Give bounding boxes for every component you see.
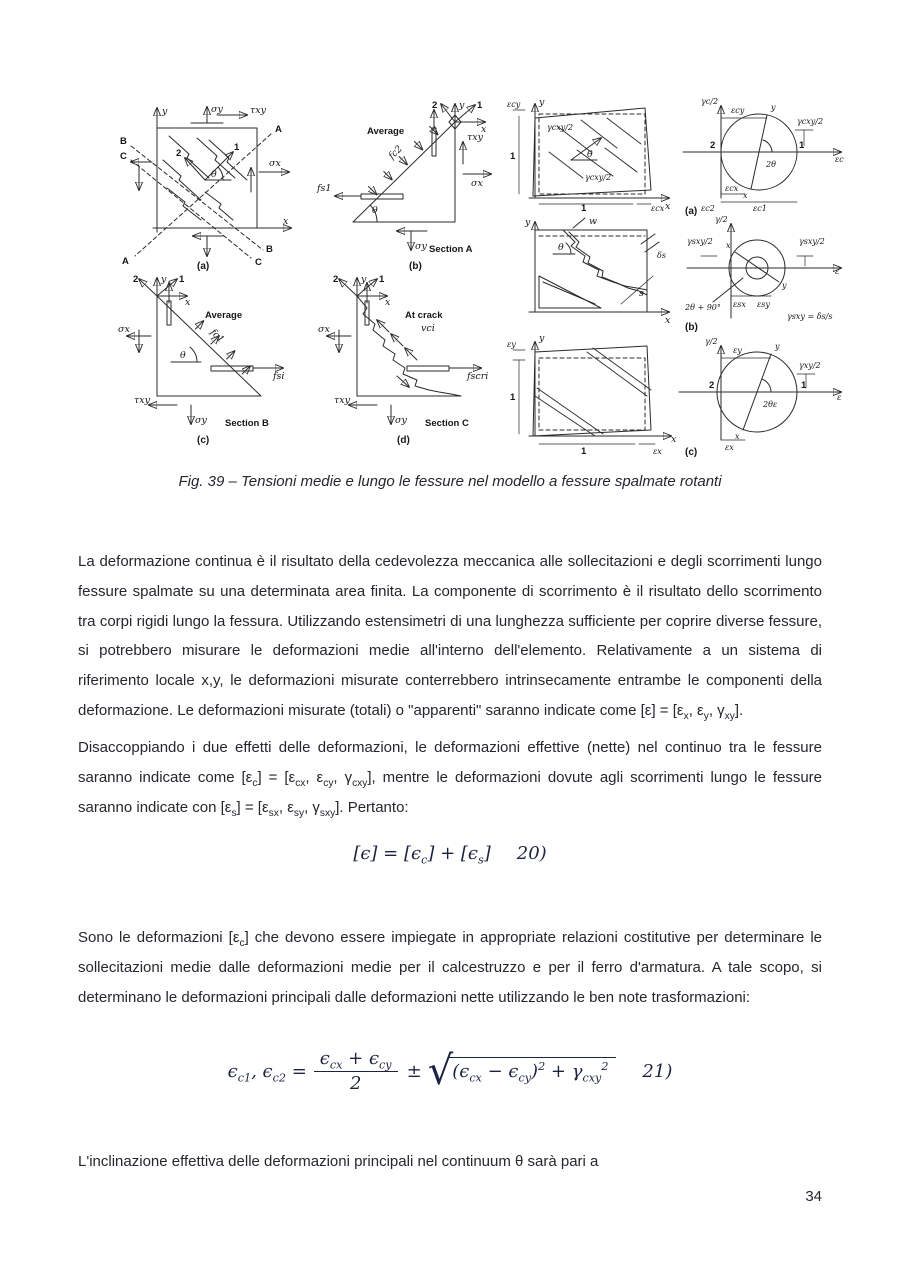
unit-dim-horizontal: 1 — [581, 446, 587, 457]
sigma-x-label: σx — [269, 158, 281, 169]
eq21-fraction — [314, 1048, 398, 1094]
panel-d-tag: (d) — [397, 435, 410, 446]
eps-axis-label: ε — [835, 267, 840, 276]
eq20-body: $[\epsilon] = [\epsilon_c] + [\epsilon_s]$ — [353, 843, 491, 867]
paragraph-2: Disaccoppiando i due effetti delle deformazioni, le deformazioni effettive (nette) nel continuo tra le fessure saranno indicate come $[\varepsilon_c] = [\varepsilon_{cx}$, $\varepsilon_{cy}$, $\gamma_{cxy}$], mentre le deformazioni dovute agli scorrimenti lungo le fessure saranno indicate con $[\varepsilon_s] = [\varepsilon_{sx}$, $\varepsilon_{sy}$, $\gamma_{sxy}$]. Pertanto: — [78, 739, 823, 819]
fc2-label: fc2 — [386, 143, 405, 162]
slip-delta-label: δs — [657, 251, 666, 260]
eps-axis-label: ε — [837, 393, 842, 402]
boundary-stress-arrows — [370, 142, 491, 250]
sigma-y-label: σy — [415, 241, 427, 252]
sigma-y-label: σy — [395, 415, 407, 426]
fig-row-b — [505, 216, 850, 331]
axis-x-label: x — [185, 297, 191, 308]
panel-b-tag: (b) — [409, 261, 422, 272]
row-a-tag: (a) — [685, 206, 698, 217]
section-b-top-label: B — [120, 136, 127, 147]
axis-1-label: 1 — [477, 100, 483, 111]
axis-2-label: 2 — [176, 148, 182, 159]
eps-y-label: εy — [507, 340, 516, 349]
mohr-gamma-label: γcxy/2 — [797, 117, 824, 126]
mohr-eps-x-label: εx — [725, 443, 734, 452]
eq21-denominator: 2 — [314, 1071, 398, 1094]
two-theta-label: 2θε — [763, 400, 778, 409]
axis-y-label: y — [525, 217, 531, 228]
axis-x-label: x — [385, 297, 391, 308]
tau-xy-label: τxy — [467, 132, 483, 143]
fig-row-a — [505, 96, 850, 217]
axis-y-label: y — [361, 274, 367, 285]
eps-sx-label: εsx — [733, 300, 746, 309]
equation-21 — [0, 1048, 900, 1094]
boundary-stress-arrows — [127, 330, 201, 424]
section-b-bottom-label: B — [266, 244, 273, 255]
equation-20 — [0, 843, 900, 867]
unit-dim-horizontal: 1 — [581, 203, 587, 214]
vci-label: vci — [421, 323, 435, 334]
panel-c-diagram — [105, 274, 295, 444]
panel-a-diagram — [105, 100, 295, 270]
average-label: Average — [367, 126, 405, 137]
axis-1-label: 1 — [234, 142, 240, 153]
axis-1-label: 1 — [379, 274, 385, 285]
point-x-label: x — [726, 241, 731, 250]
figure-caption: Fig. 39 – Tensioni medie e lungo le fessure nel modello a fessure spalmate rotanti — [178, 473, 722, 490]
rebar-bars — [335, 110, 436, 199]
sigma-y-label: σy — [211, 104, 223, 115]
mohr-gamma-label: γxy/2 — [799, 361, 821, 370]
principal-axes — [185, 152, 233, 180]
row-c-diagram — [505, 334, 850, 456]
deformed-element — [513, 342, 671, 444]
fig-panel-c — [105, 274, 295, 444]
unit-dim-vertical: 1 — [510, 392, 516, 403]
paragraph-1: La deformazione continua è il risultato della cedevolezza meccanica alle sollecitazioni e degli scorrimenti lungo fessure spalmate su una determinata area finita. La componente di scorrimento è il risultato dello scorrimento tra corpi rigidi lungo la fessura. Utilizzando estensimetri di una lunghezza sufficiente per coprire diverse fessure, si potrebbero misurare le deformazioni medie all'interno dell'elemento. Relativamente a un sistema di riferimento locale x,y, le deformazioni misurate conterrebbero intrinsecamente entrambe le componenti della deformazione. Le deformazioni misurate (totali) o "apparenti" saranno indicate come $[\varepsilon] = [\varepsilon_x$, $\varepsilon_y$, $\gamma_{xy}$]. — [78, 553, 822, 722]
theta-label: θ — [180, 350, 186, 361]
row-c-tag: (c) — [685, 447, 698, 458]
row-a-diagram — [505, 96, 850, 217]
average-label: Average — [205, 310, 243, 321]
gamma-cxy-half-label-2: γcxy/2 — [585, 173, 612, 182]
gamma-s-left-label: γsxy/2 — [687, 237, 713, 246]
paragraph-3: Sono le deformazioni $[\varepsilon_c]$ che devono essere impiegate in appropriate relazioni costitutive per determinare le sollecitazioni medie dalle deformazioni medie per il calcestruzzo e per il ferro d'armatura. A tale scopo, si determinano le deformazioni principali dalle deformazioni nette utilizzando le ben note trasformazioni: — [78, 929, 822, 1006]
boundary-stress-arrows — [327, 330, 391, 424]
angle-label: 2θ + 90° — [685, 303, 721, 312]
page-number: 34 — [805, 1188, 822, 1205]
axis-x-label: x — [481, 124, 487, 135]
section-cut-lines — [131, 134, 271, 258]
eps-c2-label: εc2 — [701, 204, 715, 213]
fig-panel-d — [305, 274, 495, 444]
point-2-label: 2 — [709, 380, 715, 391]
two-theta-label: 2θ — [766, 160, 776, 169]
mohr-eps-cx-label: εcx — [725, 184, 739, 193]
panel-d-diagram — [305, 274, 495, 444]
tau-xy-label: τxy — [250, 105, 266, 116]
axis-2-label: 2 — [333, 274, 339, 285]
figure-39-image — [95, 92, 855, 466]
fig-row-c — [505, 334, 850, 456]
element-square — [131, 107, 291, 256]
tau-xy-label: τxy — [134, 395, 150, 406]
eq21-numerator: $\epsilon_{cx} + \epsilon_{cy}$ — [319, 1048, 392, 1072]
fs1-label: fs1 — [317, 183, 332, 194]
section-c-bottom-label: C — [255, 257, 262, 268]
row-b-tag: (b) — [685, 322, 698, 333]
eps-x-label: εx — [653, 447, 662, 456]
crack-width-label: w — [589, 216, 598, 227]
fscri-label: fscri — [467, 371, 489, 382]
axis-x-label: x — [283, 216, 289, 227]
gamma-axis-label: γ/2 — [705, 337, 718, 346]
slipped-element — [529, 218, 669, 312]
eq21-plus-minus: ± — [406, 1060, 422, 1082]
gamma-cxy-half-label: γcxy/2 — [547, 123, 574, 132]
theta-label: θ — [558, 242, 564, 253]
theta-label: θ — [587, 149, 593, 160]
axis-2-label: 2 — [133, 274, 139, 285]
sigma-x-label: σx — [471, 178, 483, 189]
section-a-top-label: A — [275, 124, 282, 135]
theta-label: θ — [372, 205, 378, 216]
fc1-label: fc1 — [207, 326, 227, 346]
free-body-triangle — [139, 278, 261, 396]
mohr-eps-cy-label: εcy — [731, 106, 745, 115]
eq21-radicand: $(\epsilon_{cx} - \epsilon_{cy})^2 + \gamma_{cxy}^2$ — [448, 1057, 616, 1083]
point-y-label: y — [775, 342, 780, 351]
axis-y-label: y — [539, 97, 545, 108]
section-c-label: Section C — [425, 418, 469, 429]
panel-b-diagram — [305, 100, 495, 270]
eps-c1-label: εc1 — [753, 204, 767, 213]
mohr-eps-y-label: εy — [733, 346, 742, 355]
tau-xy-label: τxy — [334, 395, 350, 406]
sigma-x-label: σx — [318, 324, 330, 335]
point-x-label: x — [735, 432, 740, 441]
eq20-number: 20) — [516, 843, 547, 864]
fig-panel-a — [105, 100, 295, 270]
eps-sy-label: εsy — [757, 300, 770, 309]
section-c-top-label: C — [120, 151, 127, 162]
radical-sign: √ — [427, 1048, 454, 1094]
axis-x-label: x — [665, 201, 671, 212]
point-y-label: y — [782, 281, 787, 290]
point-x-label: x — [743, 191, 748, 200]
point-1-label: 1 — [799, 140, 805, 151]
section-a-bottom-label: A — [122, 256, 129, 267]
axis-x-label: x — [665, 315, 671, 326]
slip-note-label: γsxy = δs/s — [787, 312, 833, 321]
eps-cx-label: εcx — [651, 204, 665, 213]
paragraph-4: L'inclinazione effettiva delle deformazioni principali nel continuum θ sarà pari a — [78, 1153, 599, 1170]
axis-y-label: y — [539, 333, 545, 344]
axis-y-label: y — [161, 274, 167, 285]
axis-y-label: y — [162, 106, 168, 117]
eps-axis-label: εc — [835, 155, 844, 164]
panel-c-tag: (c) — [197, 435, 210, 446]
eps-cy-label: εcy — [507, 100, 521, 109]
axis-x-label: x — [671, 434, 677, 445]
eq21-lhs: $\epsilon_{c1}$, $\epsilon_{c2}$ = — [227, 1060, 307, 1085]
row-b-diagram — [505, 216, 850, 331]
at-crack-label: At crack — [405, 310, 443, 321]
gamma-s-right-label: γsxy/2 — [799, 237, 825, 246]
unit-dim-vertical: 1 — [510, 151, 516, 162]
sigma-x-label: σx — [118, 324, 130, 335]
fsi-label: fsi — [273, 371, 285, 382]
spacing-label: s — [639, 288, 644, 299]
theta-label: θ — [211, 169, 217, 180]
point-y-label: y — [771, 103, 776, 112]
sigma-y-label: σy — [195, 415, 207, 426]
eq21-sqrt — [427, 1048, 617, 1094]
gamma-axis-label: γ/2 — [715, 215, 728, 224]
fig-panel-b — [305, 100, 495, 270]
gamma-axis-label: γc/2 — [701, 97, 719, 106]
eq21-number: 21) — [642, 1060, 673, 1082]
panel-a-tag: (a) — [197, 261, 210, 272]
point-1-label: 1 — [801, 380, 807, 391]
point-2-label: 2 — [710, 140, 716, 151]
axis-2-label: 2 — [432, 100, 438, 111]
section-a-label: Section A — [429, 244, 473, 255]
axis-1-label: 1 — [179, 274, 185, 285]
section-b-label: Section B — [225, 418, 269, 429]
axis-y-label: y — [459, 100, 465, 111]
